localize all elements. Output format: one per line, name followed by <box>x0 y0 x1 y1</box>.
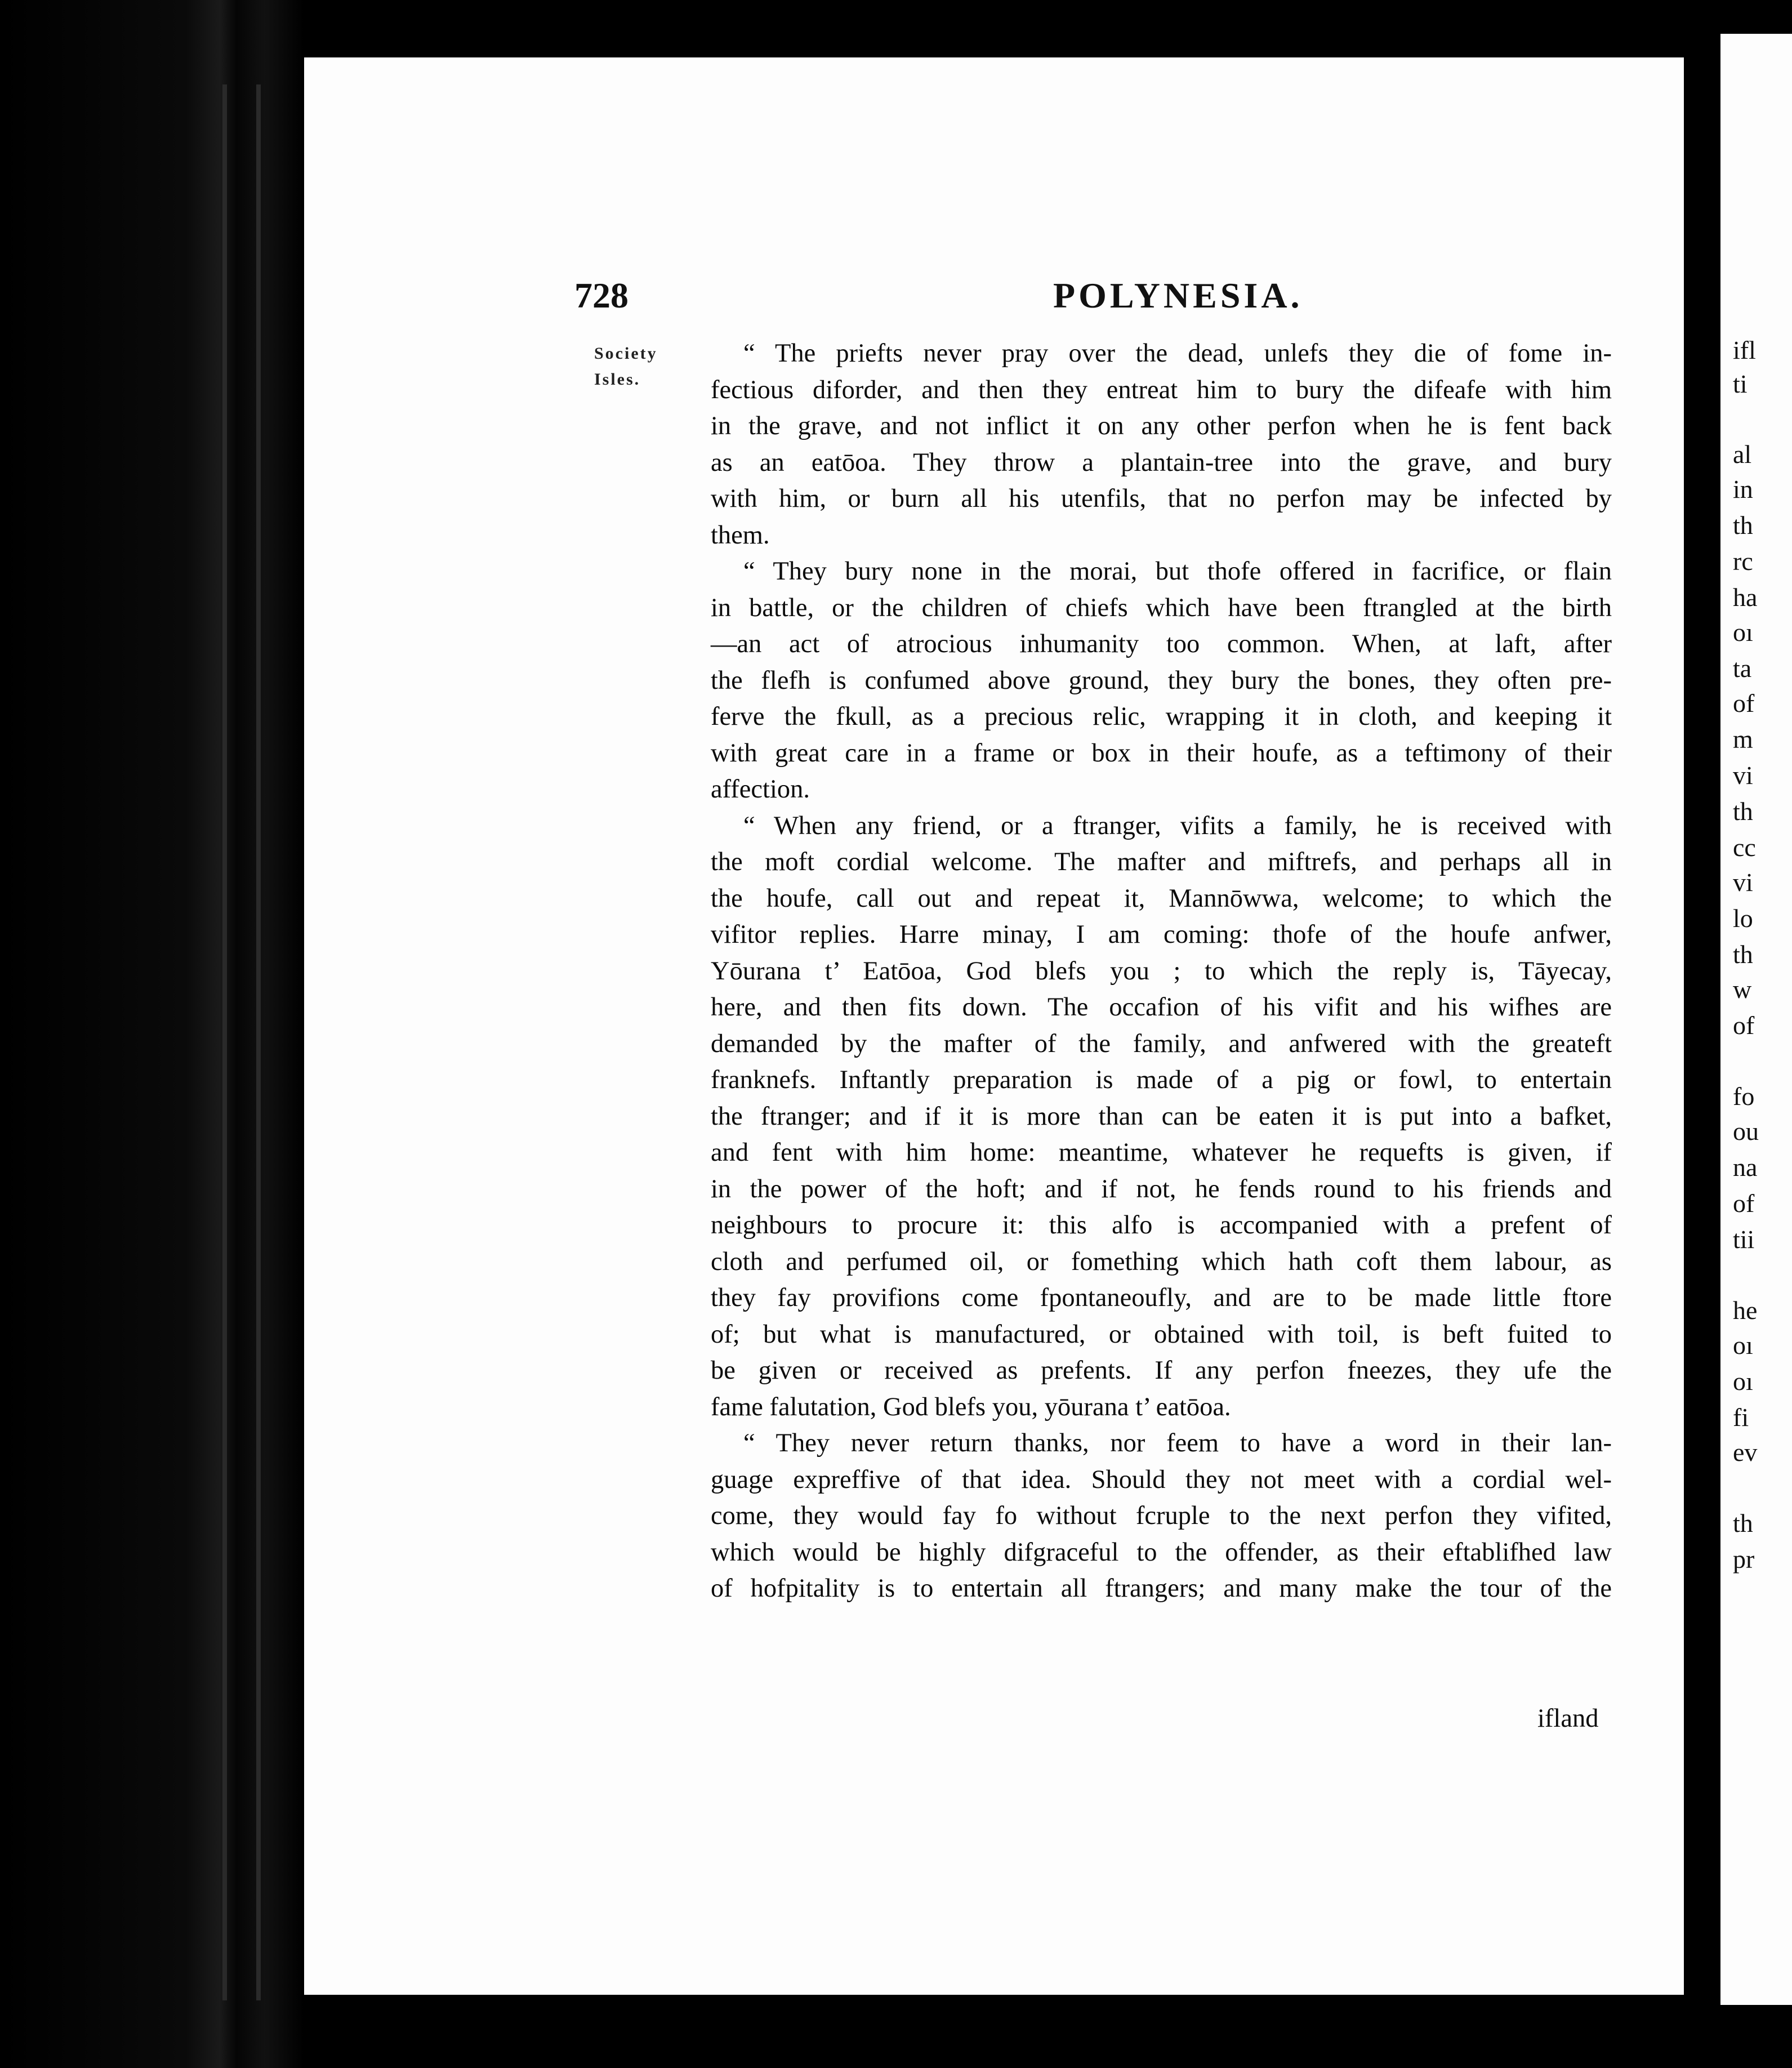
text-line: guage expreffive of that idea. Should they not meet with a cordial wel- <box>711 1465 1612 1494</box>
margin-note-line: Isles. <box>594 370 641 389</box>
text-line: the moft cordial welcome. The mafter and miftrefs, and perhaps all in <box>711 848 1612 876</box>
catchword: ifland <box>1537 1704 1599 1733</box>
facing-page-fragment: in <box>1733 475 1753 503</box>
spine-edge-line <box>256 84 261 2000</box>
text-line: of; but what is manufactured, or obtained with toil, is beft fuited to <box>711 1320 1612 1349</box>
body-text <box>711 336 1612 1607</box>
text-line: they fay provifions come fpontaneoufly, and are to be made little ftore <box>711 1283 1612 1312</box>
facing-page-fragment: oı <box>1733 1367 1753 1396</box>
facing-page-fragment: th <box>1733 940 1753 969</box>
text-line: be given or received as prefents. If any perfon fneezes, they ufe the <box>711 1356 1612 1385</box>
text-line: with great care in a frame or box in their houfe, as a teftimony of their <box>711 738 1612 768</box>
text-line: neighbours to procure it: this alfo is accompanied with a prefent of <box>711 1211 1612 1240</box>
facing-page-fragment: rc <box>1733 547 1753 576</box>
spine-edge-line <box>222 84 227 2000</box>
text-line: “ They never return thanks, nor feem to have a word in their lan- <box>743 1429 1612 1458</box>
facing-page-fragment: pr <box>1733 1545 1755 1574</box>
paragraph <box>711 808 1612 1426</box>
text-line: cloth and perfumed oil, or fomething which hath coft them labour, as <box>711 1247 1612 1276</box>
page-number: 728 <box>574 275 628 315</box>
text-line: “ They bury none in the morai, but thofe offered in facrifice, or flain <box>743 557 1612 586</box>
book-spine <box>0 0 304 2068</box>
text-line: as an eatōoa. They throw a plantain-tree into the grave, and bury <box>711 448 1612 477</box>
facing-page-fragment: fo <box>1733 1082 1755 1111</box>
facing-page-fragment: lo <box>1733 904 1753 933</box>
paragraph <box>711 554 1612 808</box>
facing-page-fragment: na <box>1733 1153 1758 1182</box>
facing-page-fragment: vi <box>1733 868 1753 897</box>
margin-note-line: Society <box>594 344 658 363</box>
running-head: POLYNESIA. <box>1053 275 1303 315</box>
text-line: in battle, or the children of chiefs which have been ftrangled at the birth <box>711 593 1612 622</box>
facing-page-fragment: ti <box>1733 369 1748 398</box>
facing-page-fragment: ha <box>1733 583 1758 612</box>
facing-page-fragment: of <box>1733 1011 1755 1040</box>
text-line: which would be highly difgraceful to the offender, as their eftablifhed law <box>711 1537 1612 1567</box>
facing-page-fragment: vi <box>1733 761 1753 790</box>
facing-page-fragment: of <box>1733 1189 1755 1218</box>
facing-page-fragment: tii <box>1733 1225 1755 1254</box>
facing-page-fragment: cc <box>1733 833 1756 862</box>
facing-page-fragment: fi <box>1733 1403 1749 1432</box>
facing-page-fragment: th <box>1733 1509 1753 1537</box>
facing-page-fragment: al <box>1733 440 1752 469</box>
text-line: of hofpitality is to entertain all ftrangers; and many make the tour of the <box>711 1574 1612 1603</box>
text-line: here, and then fits down. The occafion of his vifit and his wifhes are <box>711 993 1612 1022</box>
facing-page-edge <box>1720 34 1792 2005</box>
text-line: with him, or burn all his utenfils, that no perfon may be infected by <box>711 484 1612 513</box>
facing-page-fragment: ou <box>1733 1117 1759 1146</box>
paragraph <box>711 1425 1612 1607</box>
facing-page-fragment: m <box>1733 725 1753 754</box>
text-line: and fent with him home: meantime, whatever he requefts is given, if <box>711 1138 1612 1167</box>
text-line: in the grave, and not inflict it on any other perfon when he is fent back <box>711 412 1612 440</box>
text-line: fame falutation, God blefs you, yōurana t’ eatōoa. <box>711 1392 1231 1421</box>
text-line: “ The priefts never pray over the dead, unlefs they die of fome in- <box>743 339 1612 368</box>
text-line: franknefs. Inftantly preparation is made of a pig or fowl, to entertain <box>711 1066 1612 1094</box>
text-line: the flefh is confumed above ground, they bury the bones, they often pre- <box>711 666 1612 695</box>
text-line: —an act of atrocious inhumanity too common. When, at laft, after <box>711 630 1612 658</box>
paragraph <box>711 336 1612 554</box>
facing-page-fragment: w <box>1733 975 1752 1004</box>
text-line: affection. <box>711 775 810 804</box>
text-line: “ When any friend, or a ftranger, vifits a family, he is received with <box>743 811 1612 840</box>
facing-page-fragment: th <box>1733 797 1753 826</box>
facing-page-fragment: oı <box>1733 1331 1753 1360</box>
facing-page-fragment: th <box>1733 511 1753 540</box>
text-line: the houfe, call out and repeat it, Mannōwwa, welcome; to which the <box>711 884 1612 913</box>
text-line: fectious diforder, and then they entreat him to bury the difeafe with him <box>711 375 1612 404</box>
facing-page-fragment: of <box>1733 689 1755 717</box>
text-line: come, they would fay fo without fcruple to the next perfon they vifited, <box>711 1501 1612 1530</box>
facing-page-fragment: he <box>1733 1296 1758 1325</box>
text-line: in the power of the hoft; and if not, he fends round to his friends and <box>711 1174 1612 1204</box>
text-line: ferve the fkull, as a precious relic, wrapping it in cloth, and keeping it <box>711 702 1612 731</box>
facing-page-fragment: ifl <box>1733 336 1756 364</box>
facing-page-fragment: ev <box>1733 1438 1758 1467</box>
facing-page-fragment: ta <box>1733 654 1752 683</box>
text-line: demanded by the mafter of the family, and anfwered with the greateft <box>711 1029 1612 1058</box>
text-line: the ftranger; and if it is more than can be eaten it is put into a bafket, <box>711 1102 1612 1131</box>
facing-page-fragment: oı <box>1733 618 1753 647</box>
margin-note <box>594 341 658 393</box>
text-line: them. <box>711 520 770 550</box>
text-line: vifitor replies. Harre minay, I am coming: thofe of the houfe anfwer, <box>711 920 1612 949</box>
text-line: Yōurana t’ Eatōoa, God blefs you ; to which the reply is, Tāyecay, <box>711 956 1612 986</box>
